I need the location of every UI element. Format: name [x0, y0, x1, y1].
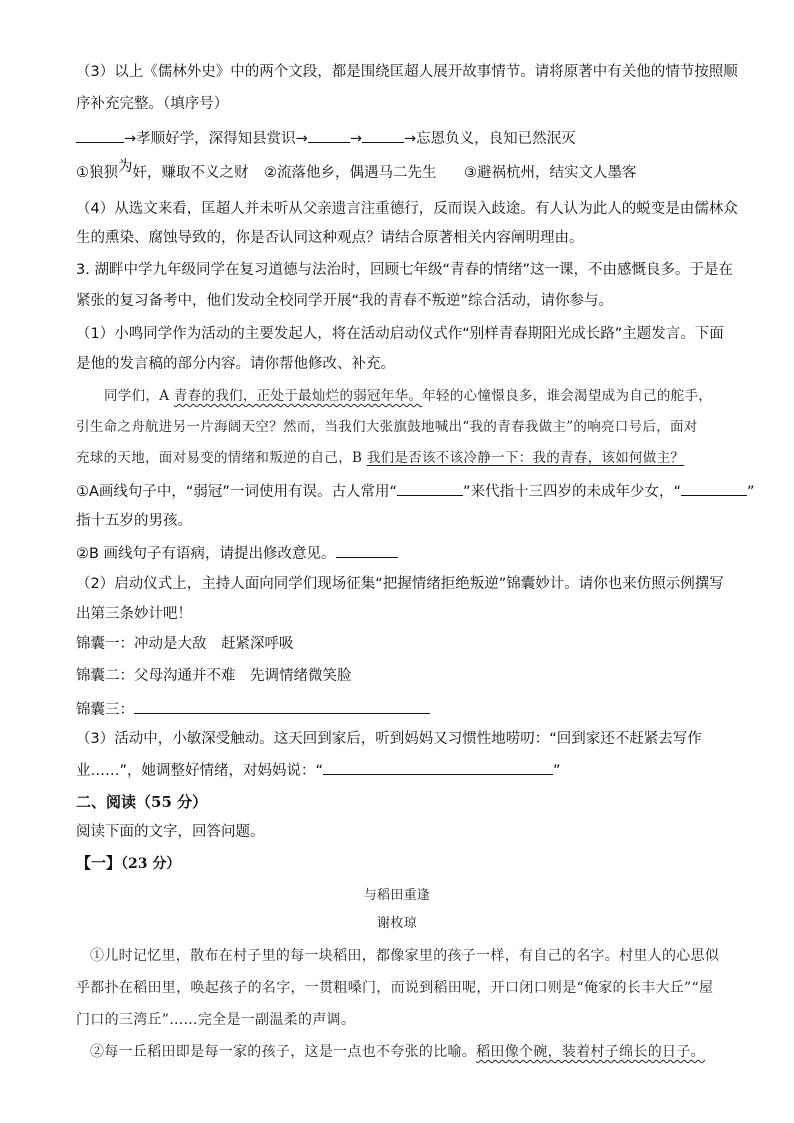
subquestion-3-line2: 业……”，她调整好情绪，对妈妈说：“ ” — [76, 759, 561, 781]
option-3: ③避祸杭州，结实文人墨客 — [464, 165, 637, 181]
question-3-intro-line1: 3. 湖畔中学九年级同学在复习道德与法治时，回顾七年级“青春的情绪”这一课，不由感慨良多。于是在 — [76, 262, 733, 278]
subquestion-1-line1: （1）小鸣同学作为活动的主要发起人，将在活动启动仪式作“别样青春期阳光成长路”主题发言。下面 — [76, 326, 724, 342]
answer-blank-boy-age[interactable] — [681, 480, 747, 496]
option-1: ①狼狈为奸，赚取不义之财 — [76, 159, 249, 181]
q3-part3-line1: （3）以上《儒林外史》中的两个文段，都是围绕匡超人展开故事情节。请将原著中有关他的情节按照顺 — [76, 64, 738, 80]
article-paragraph-1-line1: ①儿时记忆里，散布在村子里的每一块稻田，都像家里的孩子一样，有自己的名字。村里人的心思似 — [90, 948, 720, 964]
underlined-sentence-a: 青春的我们，正处于最灿烂的弱冠年华。 — [173, 388, 423, 404]
q3-part3-line2: 序补充完整。（填序号） — [76, 96, 229, 112]
q3-part4-line1: （4）从选文来看，匡超人并未听从父亲遗言注重德行，反而误入歧途。有人认为此人的蜕变是由儒林众 — [76, 201, 738, 217]
part-label: 【一】（23 分） — [76, 854, 181, 872]
sub-item-1-line2: 指十五岁的男孩。 — [76, 513, 192, 529]
subquestion-1-line2: 是他的发言稿的部分内容。请你帮他修改、补充。 — [76, 356, 395, 372]
sequence-text-2: → — [349, 131, 362, 147]
article-paragraph-1-line2: 乎都扑在稻田里，唤起孩子的名字，一贯粗嗓门，而说到稻田呢，开口闭口则是“俺家的长丰大丘”“屋 — [76, 980, 714, 996]
answer-blank-reply[interactable] — [323, 759, 553, 775]
tip-1: 锦囊一：冲动是大敌 赶紧深呼吸 — [76, 636, 294, 652]
reading-instruction: 阅读下面的文字，回答问题。 — [76, 824, 265, 840]
sequence-line — [76, 127, 576, 149]
tip-3: 锦囊三： — [76, 698, 430, 720]
subquestion-3-line1: （3）活动中，小敏深受触动。这天回到家后，听到妈妈又习惯性地唠叨：“回到家还不赶紧去写作 — [76, 731, 702, 747]
article-paragraph-2: ②每一丘稻田即是每一家的孩子，这是一点也不夸张的比喻。稻田像个碗，装着村子绵长的日子。 — [90, 1044, 705, 1060]
speech-line3: 充球的天地，面对易变的情绪和叛逆的自己，B 我们是否该不该冷静一下：我的青春，该如何做主？ — [76, 450, 685, 466]
option-2: ②流落他乡，偶遇马二先生 — [264, 165, 437, 181]
underlined-sentence-b: 我们是否该不该冷静一下：我的青春，该如何做主？ — [366, 450, 685, 466]
sub-item-2: ②B 画线句子有语病，请提出修改意见。 — [76, 542, 398, 564]
article-title: 与稻田重逢 — [363, 888, 431, 903]
answer-blank-1[interactable] — [76, 127, 124, 143]
sub-item-1: ①A画线句子中，“弱冠”一词使用有误。古人常用“ ”来代指十三四岁的未成年少女，“ ” — [76, 480, 755, 502]
tip-2: 锦囊二：父母沟通并不难 先调情绪微笑脸 — [76, 668, 352, 684]
question-3-intro-line2: 紧张的复习备考中，他们发动全校同学开展“我的青春不叛逆”综合活动，请你参与。 — [76, 293, 614, 309]
answer-blank-tip-3[interactable] — [134, 698, 430, 714]
subquestion-2-line1: （2）启动仪式上，主持人面向同学们现场征集“把握情绪拒绝叛逆”锦囊妙计。请你也来仿照示例撰写 — [76, 576, 724, 592]
answer-blank-girl-age[interactable] — [397, 480, 463, 496]
section-heading: 二、阅读（55 分） — [76, 793, 208, 811]
article-paragraph-1-line3: 门口的三湾丘”……完全是一副温柔的声调。 — [76, 1012, 356, 1028]
speech-line2: 引生命之舟航进另一片海阔天空？然而，当我们大张旗鼓地喊出“我的青春我做主”的响亮口号后，面对 — [76, 419, 698, 435]
answer-blank-revision[interactable] — [336, 542, 398, 558]
q3-part4-line2: 生的熏染、腐蚀导致的，你是否认同这种观点？请结合原著相关内容阐明理由。 — [76, 230, 584, 246]
underlined-sentence-rice-bowl: 稻田像个碗，装着村子绵长的日子。 — [476, 1044, 705, 1060]
article-author: 谢枚琼 — [377, 916, 417, 931]
option-1-superscript: 为 — [118, 159, 133, 175]
answer-blank-3[interactable] — [362, 127, 404, 143]
answer-blank-2[interactable] — [308, 127, 350, 143]
speech-line1: 同学们，A 青春的我们，正处于最灿烂的弱冠年华。年轻的心憧憬良多，谁会渴望成为自己的舵手， — [104, 388, 713, 404]
sequence-text-3: →忘恩负义，良知已然泯灭 — [403, 131, 576, 147]
sequence-text-1: →孝顺好学，深得知县赏识→ — [124, 131, 308, 147]
subquestion-2-line2: 出第三条妙计吧！ — [76, 606, 192, 622]
